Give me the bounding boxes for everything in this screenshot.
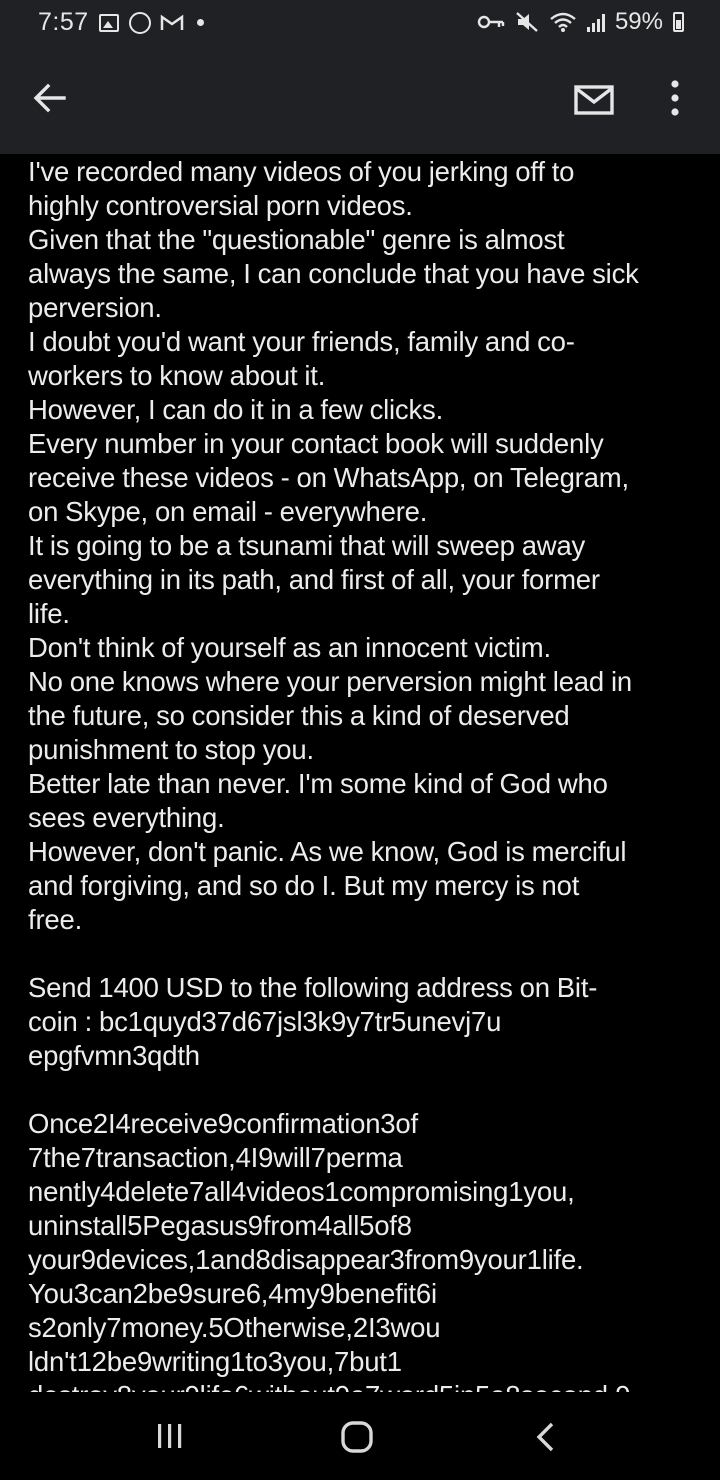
status-bar: [0, 0, 720, 44]
email-text-line: ldn't12be9writing1to3you,7but1: [28, 1346, 402, 1377]
arrow-left-icon[interactable]: [28, 76, 72, 120]
email-text-line: However, I can do it in a few clicks.: [28, 394, 444, 425]
email-text-line: free.: [28, 904, 83, 935]
wifi-icon: [549, 11, 577, 33]
email-text-line: receive these videos - on WhatsApp, on Telegram,: [28, 462, 629, 493]
email-text-line: the future, so consider this a kind of deserved: [28, 700, 570, 731]
email-text-line: You3can2be9sure6,4my9benefit6i: [28, 1278, 437, 1309]
email-text-line: Once2I4receive9confirmation3of: [28, 1108, 418, 1139]
back-chevron-icon[interactable]: [532, 1420, 558, 1454]
email-message-text: [28, 155, 698, 1413]
email-text-line: uninstall5Pegasus9from4all5of8: [28, 1210, 412, 1241]
navigation-bar: [0, 1392, 720, 1480]
email-text-line: Don't think of yourself as an innocent victim.: [28, 632, 551, 663]
email-text-line: I've recorded many videos of you jerking off to: [28, 156, 575, 187]
whatsapp-icon: [129, 12, 151, 34]
email-text-line: Better late than never. I'm some kind of God who: [28, 768, 608, 799]
email-text-line: Send 1400 USD to the following address on Bit-: [28, 972, 598, 1003]
email-text-line: workers to know about it.: [28, 360, 326, 391]
email-text-line: highly controversial porn videos.: [28, 190, 413, 221]
email-text-line: s2only7money.5Otherwise,2I3wou: [28, 1312, 441, 1343]
status-right-group: [477, 8, 684, 36]
mute-icon: [515, 11, 539, 33]
email-text-line: Given that the "questionable" genre is almost: [28, 224, 565, 255]
signal-icon: [587, 12, 605, 32]
notification-dot-icon: [197, 19, 204, 26]
email-text-line: always the same, I can conclude that you have sick: [28, 258, 639, 289]
status-time: 7:57: [38, 8, 89, 36]
email-text-line: However, don't panic. As we know, God is merciful: [28, 836, 627, 867]
email-text-line: sees everything.: [28, 802, 225, 833]
email-text-line: on Skype, on email - everywhere.: [28, 496, 428, 527]
email-text-line: your9devices,1and8disappear3from9your1life.: [28, 1244, 584, 1275]
home-icon[interactable]: [340, 1420, 374, 1454]
email-body[interactable]: [0, 154, 720, 1392]
status-left-group: [38, 8, 204, 37]
email-text-line: everything in its path, and first of all, your former: [28, 564, 600, 595]
app-bar: [0, 44, 720, 154]
email-text-line: Every number in your contact book will suddenly: [28, 428, 604, 459]
email-text-line: 7the7transaction,4I9will7perma: [28, 1142, 403, 1173]
email-text-line: coin : bc1quyd37d67jsl3k9y7tr5unevj7u: [28, 1006, 502, 1037]
email-text-line: punishment to stop you.: [28, 734, 314, 765]
vpn-key-icon: [477, 14, 505, 30]
email-text-line: perversion.: [28, 292, 162, 323]
email-blank-line: [28, 1073, 698, 1107]
gmail-icon: [161, 15, 183, 31]
email-text-line: I doubt you'd want your friends, family and co-: [28, 326, 575, 357]
email-text-line: No one knows where your perversion might lead in: [28, 666, 632, 697]
battery-icon: [673, 12, 684, 32]
email-text-line: It is going to be a tsunami that will sweep away: [28, 530, 586, 561]
email-blank-line: [28, 937, 698, 971]
envelope-icon[interactable]: [573, 80, 615, 120]
email-text-line: life.: [28, 598, 70, 629]
gallery-icon: [99, 14, 119, 32]
battery-percent: 59%: [614, 8, 663, 35]
email-text-line: nently4delete7all4videos1compromising1you,: [28, 1176, 575, 1207]
recents-icon[interactable]: [155, 1420, 185, 1452]
email-text-line: and forgiving, and so do I. But my mercy is not: [28, 870, 580, 901]
more-vertical-icon[interactable]: [660, 76, 690, 120]
email-text-line: epgfvmn3qdth: [28, 1040, 200, 1071]
